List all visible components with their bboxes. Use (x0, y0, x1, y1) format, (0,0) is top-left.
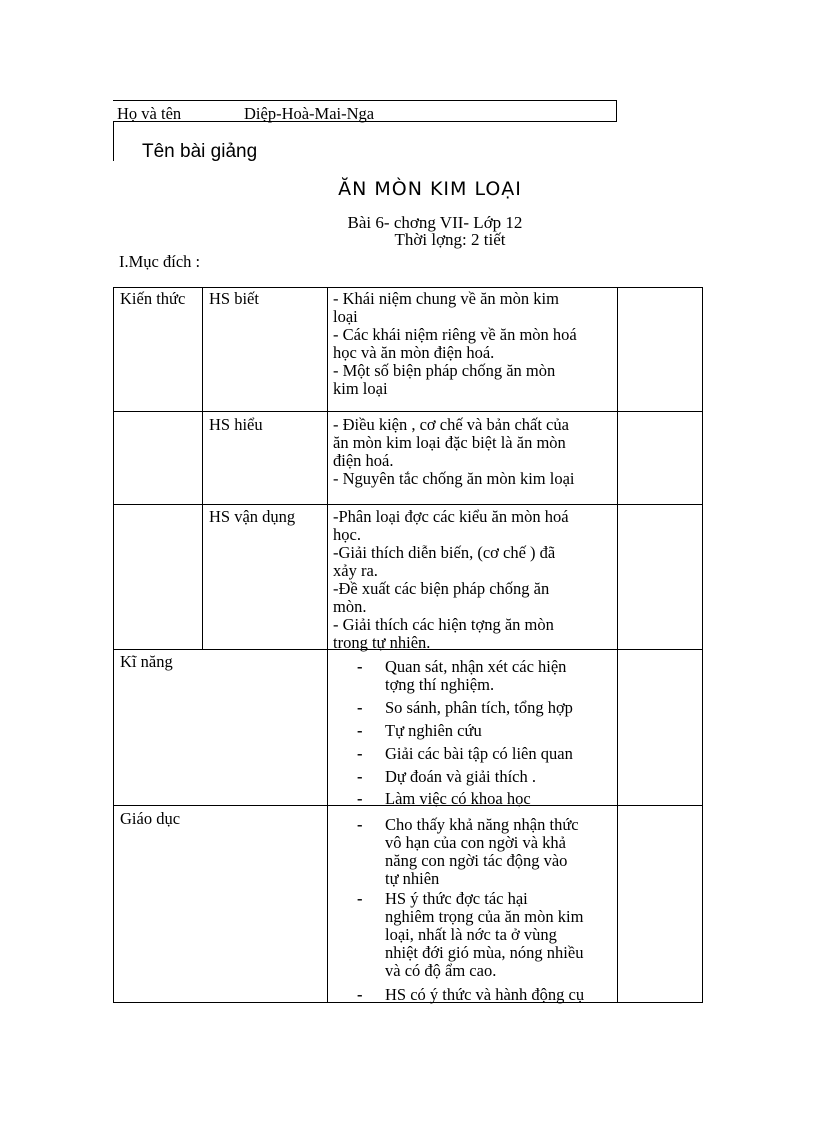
bullet-dash: - (357, 721, 363, 740)
text-line: Quan sát, nhận xét các hiện (385, 657, 567, 676)
section-heading: I.Mục đích : (119, 252, 201, 271)
text-line: tợng thí nghiệm. (385, 675, 495, 694)
text-line: và có độ ẩm cao. (385, 961, 497, 980)
text-line: Cho thấy khả năng nhận thức (385, 815, 579, 834)
bullet-dash: - (357, 744, 363, 763)
text-line: - Khái niệm chung về ăn mòn kim (333, 289, 559, 308)
text-line: So sánh, phân tích, tổng hợp (385, 698, 573, 717)
text-line: mòn. (333, 597, 367, 616)
name-box-left-tick (113, 121, 114, 161)
text-line: Giải các bài tập có liên quan (385, 744, 573, 763)
row-label-education: Giáo dục (120, 809, 181, 828)
text-line: học và ăn mòn điện hoá. (333, 343, 495, 362)
content-apply (333, 508, 569, 652)
page-title: ĂN MÒN KIM LOẠI (338, 178, 522, 200)
text-line: Dự đoán và giải thích . (385, 767, 536, 786)
text-line: - Nguyên tắc chống ăn mòn kim loại (333, 469, 575, 488)
bullet-dash: - (357, 789, 363, 808)
text-line: điện hoá. (333, 451, 394, 470)
name-label: Họ và tên (117, 104, 182, 123)
lesson-label: Tên bài giảng (142, 141, 258, 162)
lesson-duration: Thời lợng: 2 tiết (394, 230, 506, 249)
text-line: Làm việc có khoa học (385, 789, 531, 808)
text-line: HS có ý thức và hành động cụ (385, 985, 585, 1004)
bullet-dash: - (357, 889, 363, 908)
text-line: - Giải thích các hiện tợng ăn mòn (333, 615, 554, 634)
text-line: học. (333, 525, 361, 544)
text-line: năng con ngời tác động vào (385, 851, 568, 870)
text-line: - Các khái niệm riêng về ăn mòn hoá (333, 325, 577, 344)
text-line: xảy ra. (333, 561, 378, 580)
level-know: HS biết (209, 289, 259, 308)
text-line: -Giải thích diễn biến, (cơ chế ) đã (333, 543, 556, 562)
bullet-dash: - (357, 985, 363, 1004)
text-line: trong tự nhiên. (333, 633, 431, 652)
text-line: vô hạn của con ngời và khả (385, 833, 567, 852)
content-understand (333, 416, 574, 488)
objectives-table (113, 287, 703, 1003)
bullet-dash: - (357, 767, 363, 786)
bullet-dash: - (357, 698, 363, 717)
text-line: tự nhiên (385, 869, 440, 888)
level-apply: HS vận dụng (209, 507, 296, 526)
table-divider-content (327, 287, 328, 1003)
text-line: - Điều kiện , cơ chế và bản chất của (333, 415, 569, 434)
text-line: - Một số biện pháp chống ăn mòn (333, 361, 556, 380)
table-divider-level (202, 287, 203, 649)
text-line: Tự nghiên cứu (385, 721, 482, 740)
text-line: -Đề xuất các biện pháp chống ăn (333, 579, 550, 598)
name-box (113, 100, 617, 122)
row-label-knowledge: Kiến thức (120, 289, 186, 308)
level-understand: HS hiểu (209, 415, 263, 434)
text-line: loại, nhất là nớc ta ở vùng (385, 925, 557, 944)
table-border-right (702, 287, 703, 1003)
bullet-dash: - (357, 657, 363, 676)
row-divider-1 (113, 411, 703, 412)
row-divider-2 (113, 504, 703, 505)
text-line: ăn mòn kim loại đặc biệt là ăn mòn (333, 433, 566, 452)
row-label-skills: Kĩ năng (120, 652, 173, 671)
text-line: HS ý thức đợc tác hại (385, 889, 528, 908)
name-value: Diệp-Hoà-Mai-Nga (244, 104, 375, 123)
bullet-dash: - (357, 815, 363, 834)
table-divider-notes (617, 287, 618, 1003)
text-line: -Phân loại đợc các kiểu ăn mòn hoá (333, 507, 569, 526)
lesson-subtitle: Bài 6- chơng VII- Lớp 12 (347, 213, 523, 232)
text-line: kim loại (333, 379, 388, 398)
text-line: nghiêm trọng của ăn mòn kim (385, 907, 584, 926)
text-line: loại (333, 307, 358, 326)
table-border-left (113, 287, 114, 1003)
text-line: nhiệt đới gió mùa, nóng nhiều (385, 943, 584, 962)
content-know (333, 290, 577, 398)
